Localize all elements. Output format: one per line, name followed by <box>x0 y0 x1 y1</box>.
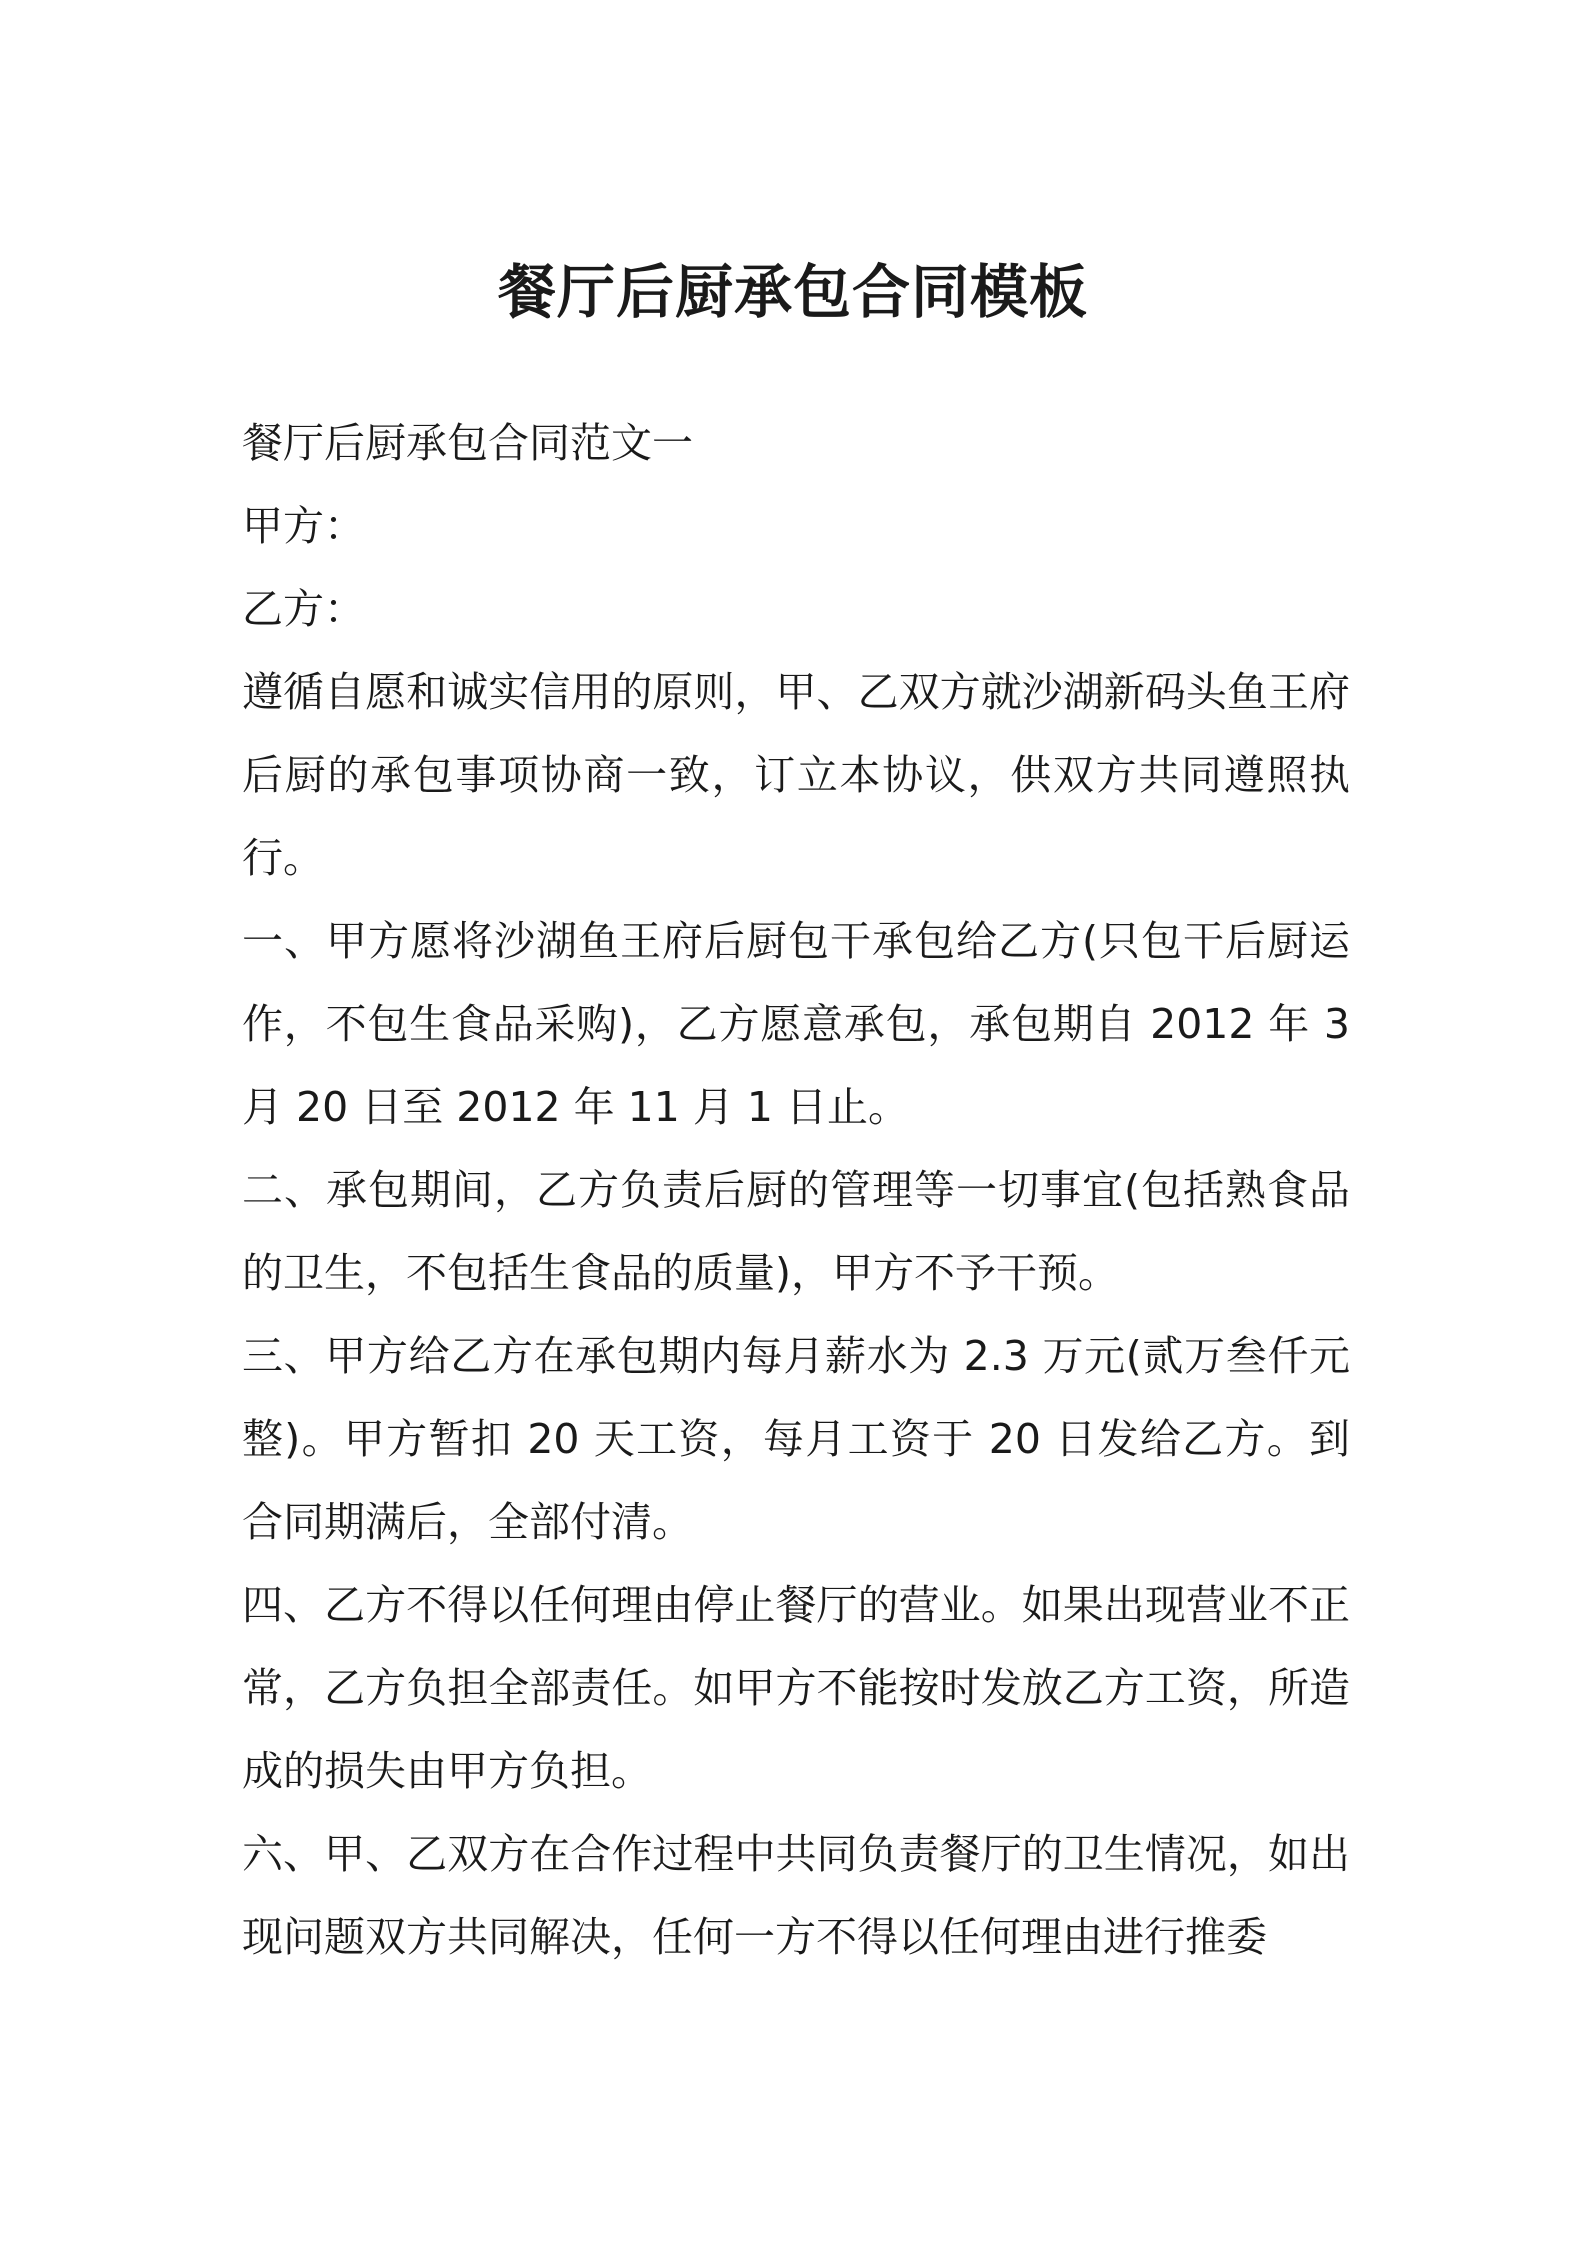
clause-1-paragraph: 一、甲方愿将沙湖鱼王府后厨包干承包给乙方(只包干后厨运作，不包生食品采购)，乙方愿意承包，承包期自 2012 年 3 月 20 日至 2012 年 11 月 1 日止。 <box>242 917 1350 1131</box>
clause-2-paragraph: 二、承包期间，乙方负责后厨的管理等一切事宜(包括熟食品的卫生，不包括生食品的质量)，甲方不予干预。 <box>242 1166 1350 1297</box>
document-title: 餐厅后厨承包合同模板 <box>497 258 1088 326</box>
party-b-line: 乙方： <box>242 585 365 633</box>
contract-subtitle: 餐厅后厨承包合同范文一 <box>242 419 693 467</box>
preamble-paragraph: 遵循自愿和诚实信用的原则，甲、乙双方就沙湖新码头鱼王府后厨的承包事项协商一致，订立本协议，供双方共同遵照执行。 <box>242 668 1350 882</box>
clause-6-paragraph: 六、甲、乙双方在合作过程中共同负责餐厅的卫生情况，如出现问题双方共同解决，任何一方不得以任何理由进行推委 <box>242 1830 1350 1961</box>
party-a-line: 甲方： <box>242 502 365 550</box>
document-body <box>242 402 1350 1979</box>
clause-3-paragraph: 三、甲方给乙方在承包期内每月薪水为 2.3 万元(贰万叁仟元整)。甲方暂扣 20 天工资，每月工资于 20 日发给乙方。到合同期满后，全部付清。 <box>242 1332 1350 1546</box>
clause-4-paragraph: 四、乙方不得以任何理由停止餐厅的营业。如果出现营业不正常，乙方负担全部责任。如甲方不能按时发放乙方工资，所造成的损失由甲方负担。 <box>242 1581 1350 1795</box>
